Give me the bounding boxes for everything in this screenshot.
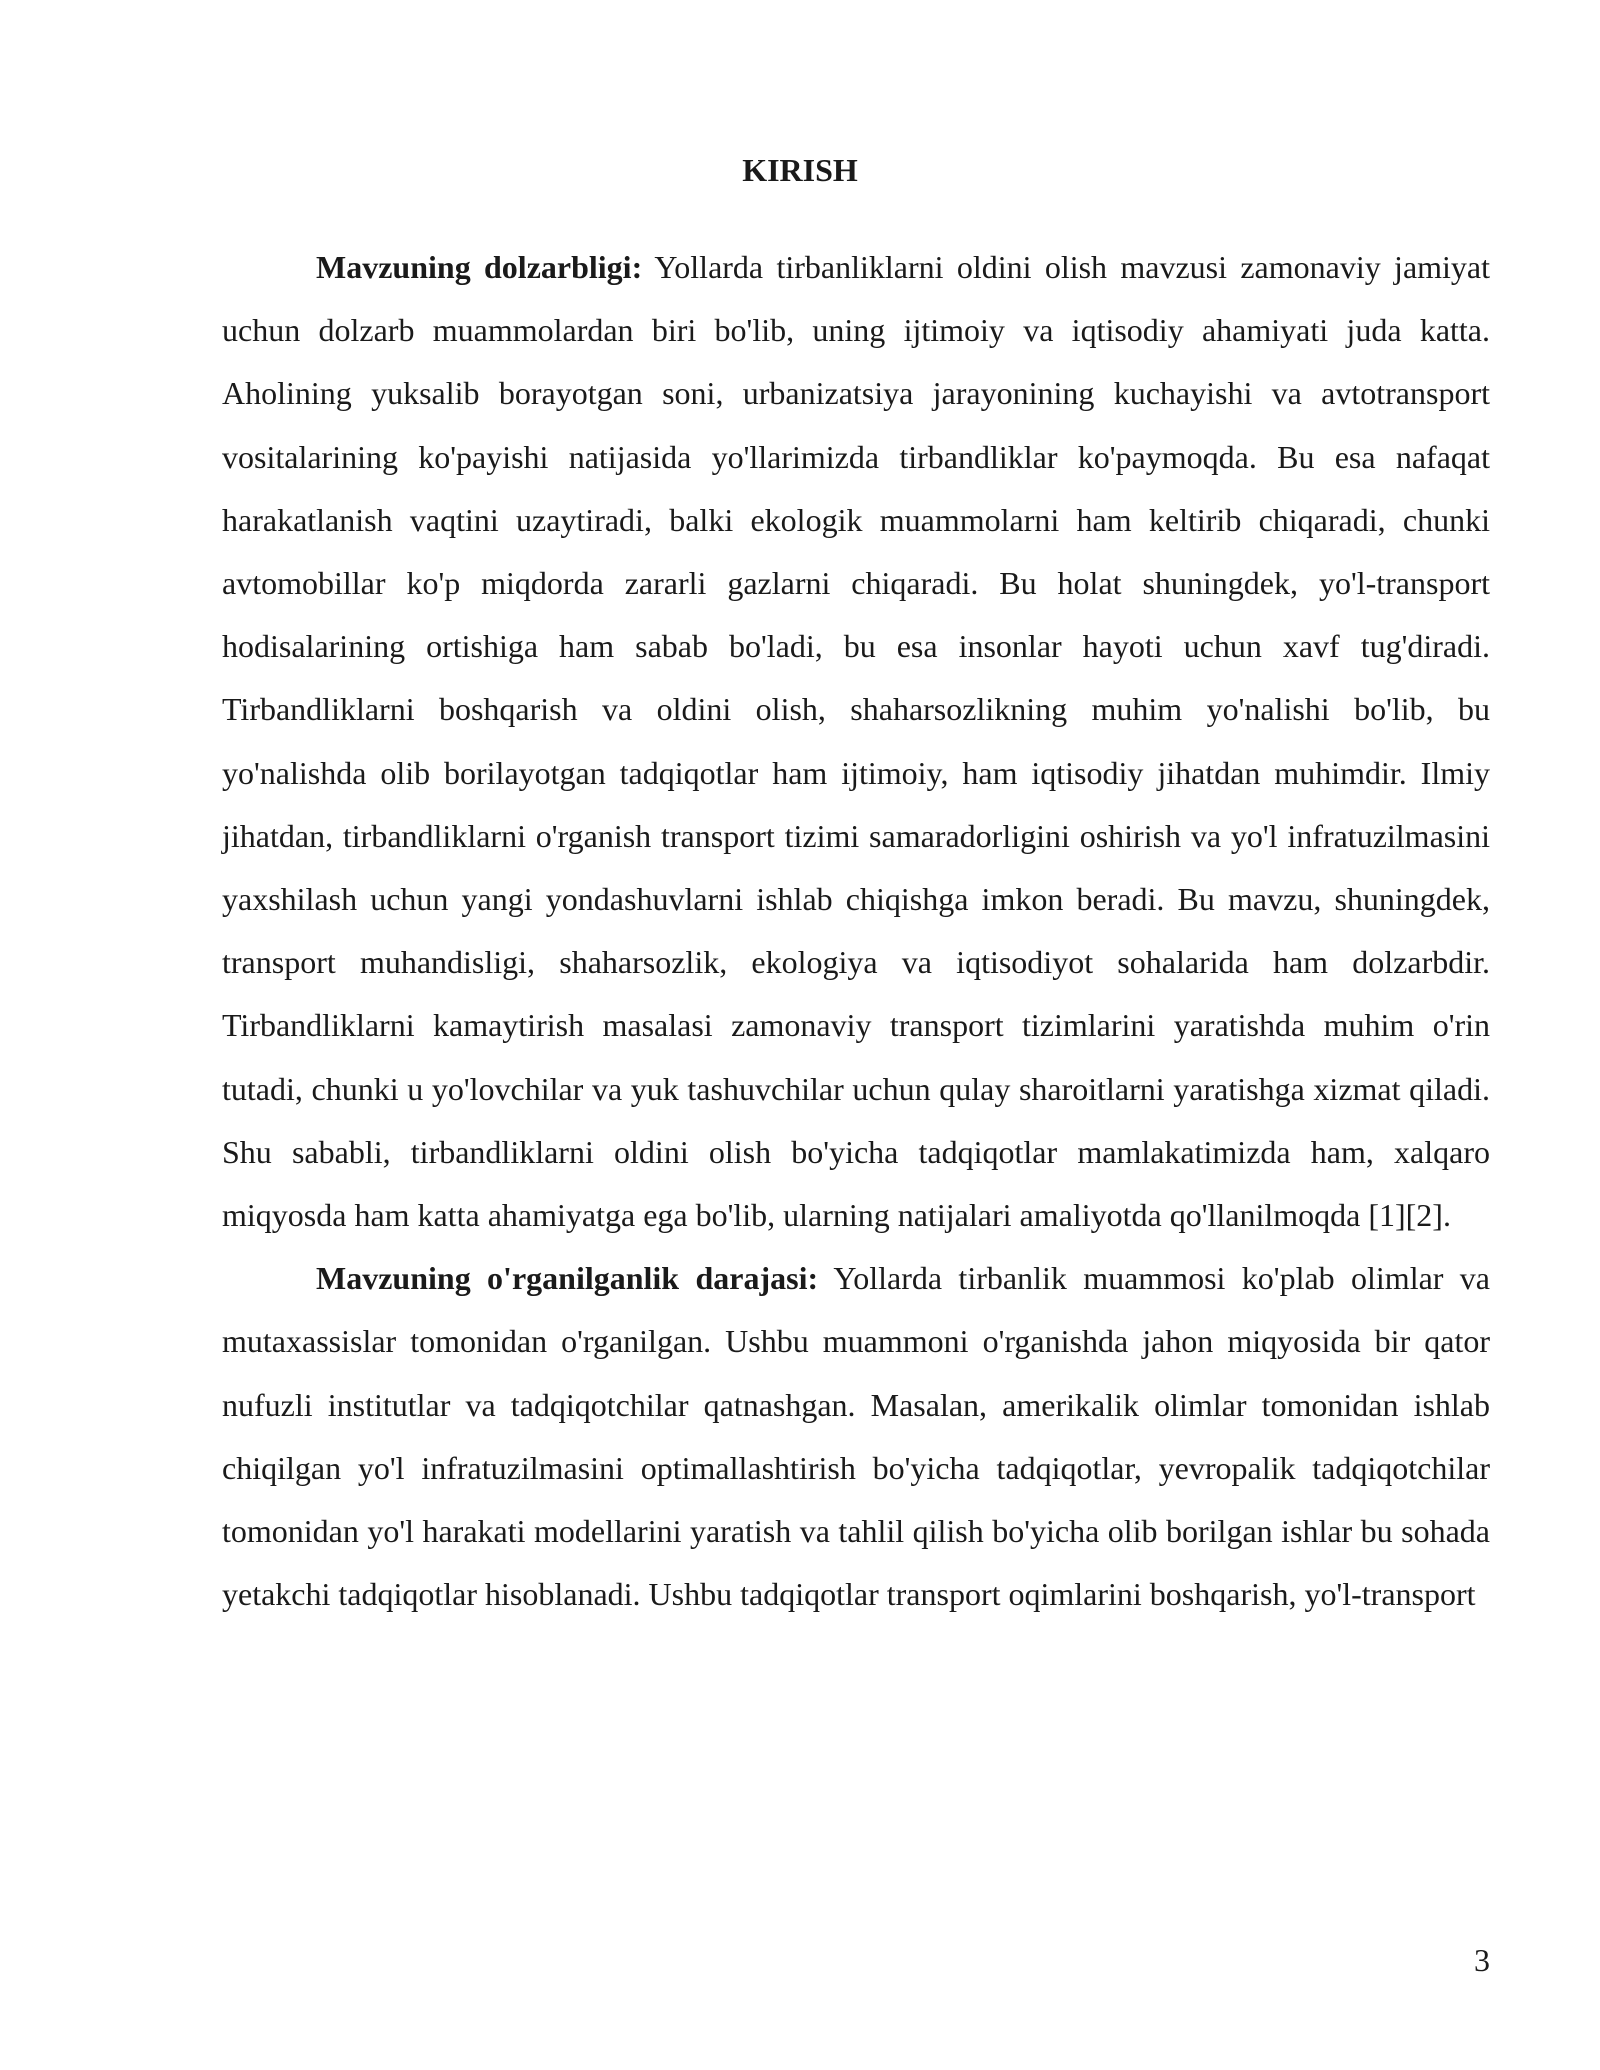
paragraph-text: Yollarda tirbanlik muammosi ko'plab olimlar va mutaxassislar tomonidan o'rganilgan. Ushbu muammoni o'rganishda jahon miqyosida bir qator nufuzli institutlar va tadqiqotchilar qatnashgan. Masalan, amerikalik olimlar tomonidan ishlab chiqilgan yo'l infratuzilmasini optimallashtirish bo'yicha tadqiqotlar, yevropalik tadqiqotchilar tomonidan yo'l harakati modellarini yaratish va tahlil qilish bo'yicha olib borilgan ishlar bu sohada yetakchi tadqiqotlar hisoblanadi. Ushbu tadqiqotlar transport oqimlarini boshqarish, yo'l-transport [222, 1260, 1491, 1613]
paragraph-study-level [222, 1247, 1490, 1626]
paragraph-lead: Mavzuning o'rganilganlik darajasi: [316, 1260, 819, 1297]
paragraph-text: Yollarda tirbanliklarni oldini olish mavzusi zamonaviy jamiyat uchun dolzarb muammolardan biri bo'lib, uning ijtimoiy va iqtisodiy ahamiyati juda katta. Aholining yuksalib borayotgan soni, urbanizatsiya jarayonining kuchayishi va avtotransport vositalarining ko'payishi natijasida yo'llarimizda tirbandliklar ko'paymoqda. Bu esa nafaqat harakatlanish vaqtini uzaytiradi, balki ekologik muammolarni ham keltirib chiqaradi, chunki avtomobillar ko'p miqdorda zararli gazlarni chiqaradi. Bu holat shuningdek, yo'l-transport hodisalarining ortishiga ham sabab bo'ladi, bu esa insonlar hayoti uchun xavf tug'diradi. Tirbandliklarni boshqarish va oldini olish, shaharsozlikning muhim yo'nalishi bo'lib, bu yo'nalishda olib borilayotgan tadqiqotlar ham ijtimoiy, ham iqtisodiy jihatdan muhimdir. Ilmiy jihatdan, tirbandliklarni o'rganish transport tizimi samaradorligini oshirish va yo'l infratuzilmasini yaxshilash uchun yangi yondashuvlarni ishlab chiqishga imkon beradi. Bu mavzu, shuningdek, transport muhandisligi, shaharsozlik, ekologiya va iqtisodiyot sohalarida ham dolzarbdir. Tirbandliklarni kamaytirish masalasi zamonaviy transport tizimlarini yaratishda muhim o'rin tutadi, chunki u yo'lovchilar va yuk tashuvchilar uchun qulay sharoitlarni yaratishga xizmat qiladi. Shu sababli, tirbandliklarni oldini olish bo'yicha tadqiqotlar mamlakatimizda ham, xalqaro miqyosda ham katta ahamiyatga ega bo'lib, ularning natijalari amaliyotda qo'llanilmoqda [1][2]. [222, 249, 1491, 1234]
page-number: 3 [1474, 1942, 1490, 1978]
paragraph-relevance [222, 236, 1490, 1247]
body-text [222, 236, 1490, 1626]
paragraph-lead: Mavzuning dolzarbligi: [316, 249, 643, 285]
page-title: KIRISH [742, 152, 858, 188]
